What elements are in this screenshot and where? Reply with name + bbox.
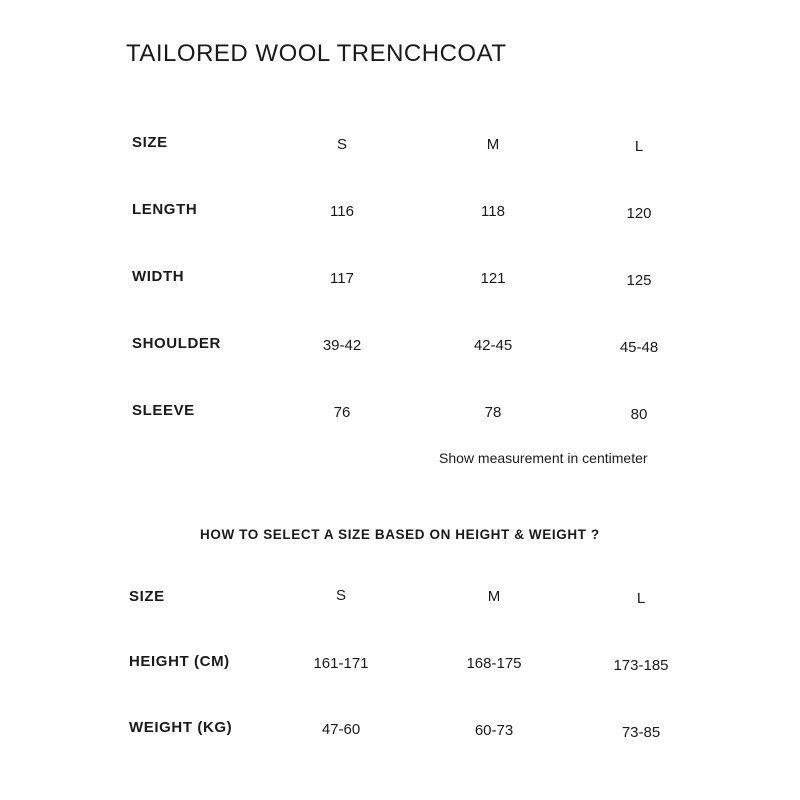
table-cell: S — [336, 136, 348, 153]
size-selection-heading: HOW TO SELECT A SIZE BASED ON HEIGHT & WEIGHT ? — [200, 527, 600, 542]
table-cell: 39-42 — [322, 337, 362, 354]
table-cell: 161-171 — [313, 655, 369, 672]
table-cell: L — [634, 138, 644, 155]
product-title: TAILORED WOOL TRENCHCOAT — [126, 40, 507, 67]
table-cell: M — [486, 136, 500, 153]
table-cell: 76 — [333, 404, 351, 421]
table-cell: 120 — [626, 205, 652, 222]
table-cell: 60-73 — [474, 722, 514, 739]
table-cell: 47-60 — [321, 721, 361, 738]
table-cell: 78 — [484, 404, 502, 421]
table-row-label: WIDTH — [132, 268, 185, 285]
table-cell: 118 — [481, 203, 505, 220]
table-cell: L — [636, 590, 646, 607]
table-row-label: HEIGHT (CM) — [129, 653, 230, 670]
table-row-label: LENGTH — [132, 201, 198, 218]
table-cell: S — [335, 587, 347, 604]
table-row-label: SIZE — [132, 134, 168, 151]
table-cell: M — [487, 588, 501, 605]
table-cell: 168-175 — [466, 655, 522, 672]
table-cell: 42-45 — [473, 337, 513, 354]
table-cell: 80 — [630, 406, 648, 423]
table-cell: 45-48 — [619, 339, 659, 356]
table-cell: 173-185 — [613, 657, 669, 674]
table-row-label: WEIGHT (KG) — [129, 719, 233, 736]
measurement-note: Show measurement in centimeter — [439, 450, 648, 466]
table-row-label: SHOULDER — [132, 335, 221, 352]
table-row-label: SIZE — [129, 588, 165, 605]
table-cell: 125 — [626, 272, 652, 289]
table-cell: 117 — [330, 270, 354, 287]
table-cell: 116 — [330, 203, 354, 220]
table-row-label: SLEEVE — [132, 402, 195, 419]
table-cell: 73-85 — [621, 724, 661, 741]
table-cell: 121 — [480, 270, 506, 287]
